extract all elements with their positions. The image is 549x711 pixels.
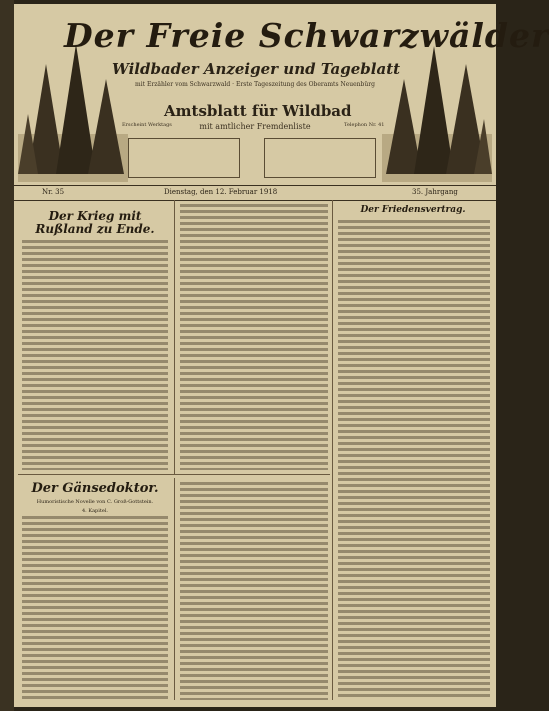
krieg-article-text: [22, 240, 168, 470]
volume-number: 35. Jahrgang: [412, 188, 458, 196]
feuilleton-rule: [18, 474, 330, 475]
dateline: [14, 185, 496, 201]
friedensvertrag-article-text: [338, 220, 490, 700]
telephone-note: Telephon Nr. 41: [344, 122, 385, 128]
krieg-headline: Der Krieg mit Rußland zu Ende.: [35, 209, 155, 236]
column-rule: [174, 200, 175, 474]
subscription-info-box: [128, 138, 240, 178]
newspaper-subline: mit Erzähler vom Schwarzwald · Erste Tageszeitung des Oberamts Neuenbürg: [135, 81, 375, 88]
issue-number: Nr. 35: [42, 188, 65, 196]
newspaper-subtitle: Wildbader Anzeiger und Tageblatt: [112, 60, 401, 78]
newspaper-page: [14, 4, 549, 707]
masthead: [14, 4, 549, 184]
issue-date: Dienstag, den 12. Februar 1918: [164, 188, 278, 196]
gaensedoktor-headline: Der Gänsedoktor.: [31, 481, 159, 496]
article-column-2: [180, 204, 328, 470]
advertising-info-box: [264, 138, 376, 178]
gaensedoktor-text-col-1: [22, 516, 168, 700]
amtsblatt-title: Amtsblatt für Wildbad: [164, 102, 352, 120]
gaensedoktor-text-col-2: [180, 482, 328, 700]
publication-note: Erscheint Werktags: [122, 122, 172, 128]
gaensedoktor-byline: Humoristische Novelle von C. Groß-Gottstein.: [36, 499, 154, 505]
column-rule: [174, 478, 175, 700]
amtsblatt-subtitle: mit amtlicher Fremdenliste: [199, 122, 311, 131]
chapter-heading: 4. Kapitel.: [81, 508, 109, 514]
newspaper-title: Der Freie Schwarzwälder: [64, 16, 549, 55]
friedensvertrag-headline: Der Friedensvertrag.: [360, 205, 466, 215]
binding-edge: [0, 0, 14, 711]
column-rule: [332, 200, 333, 700]
